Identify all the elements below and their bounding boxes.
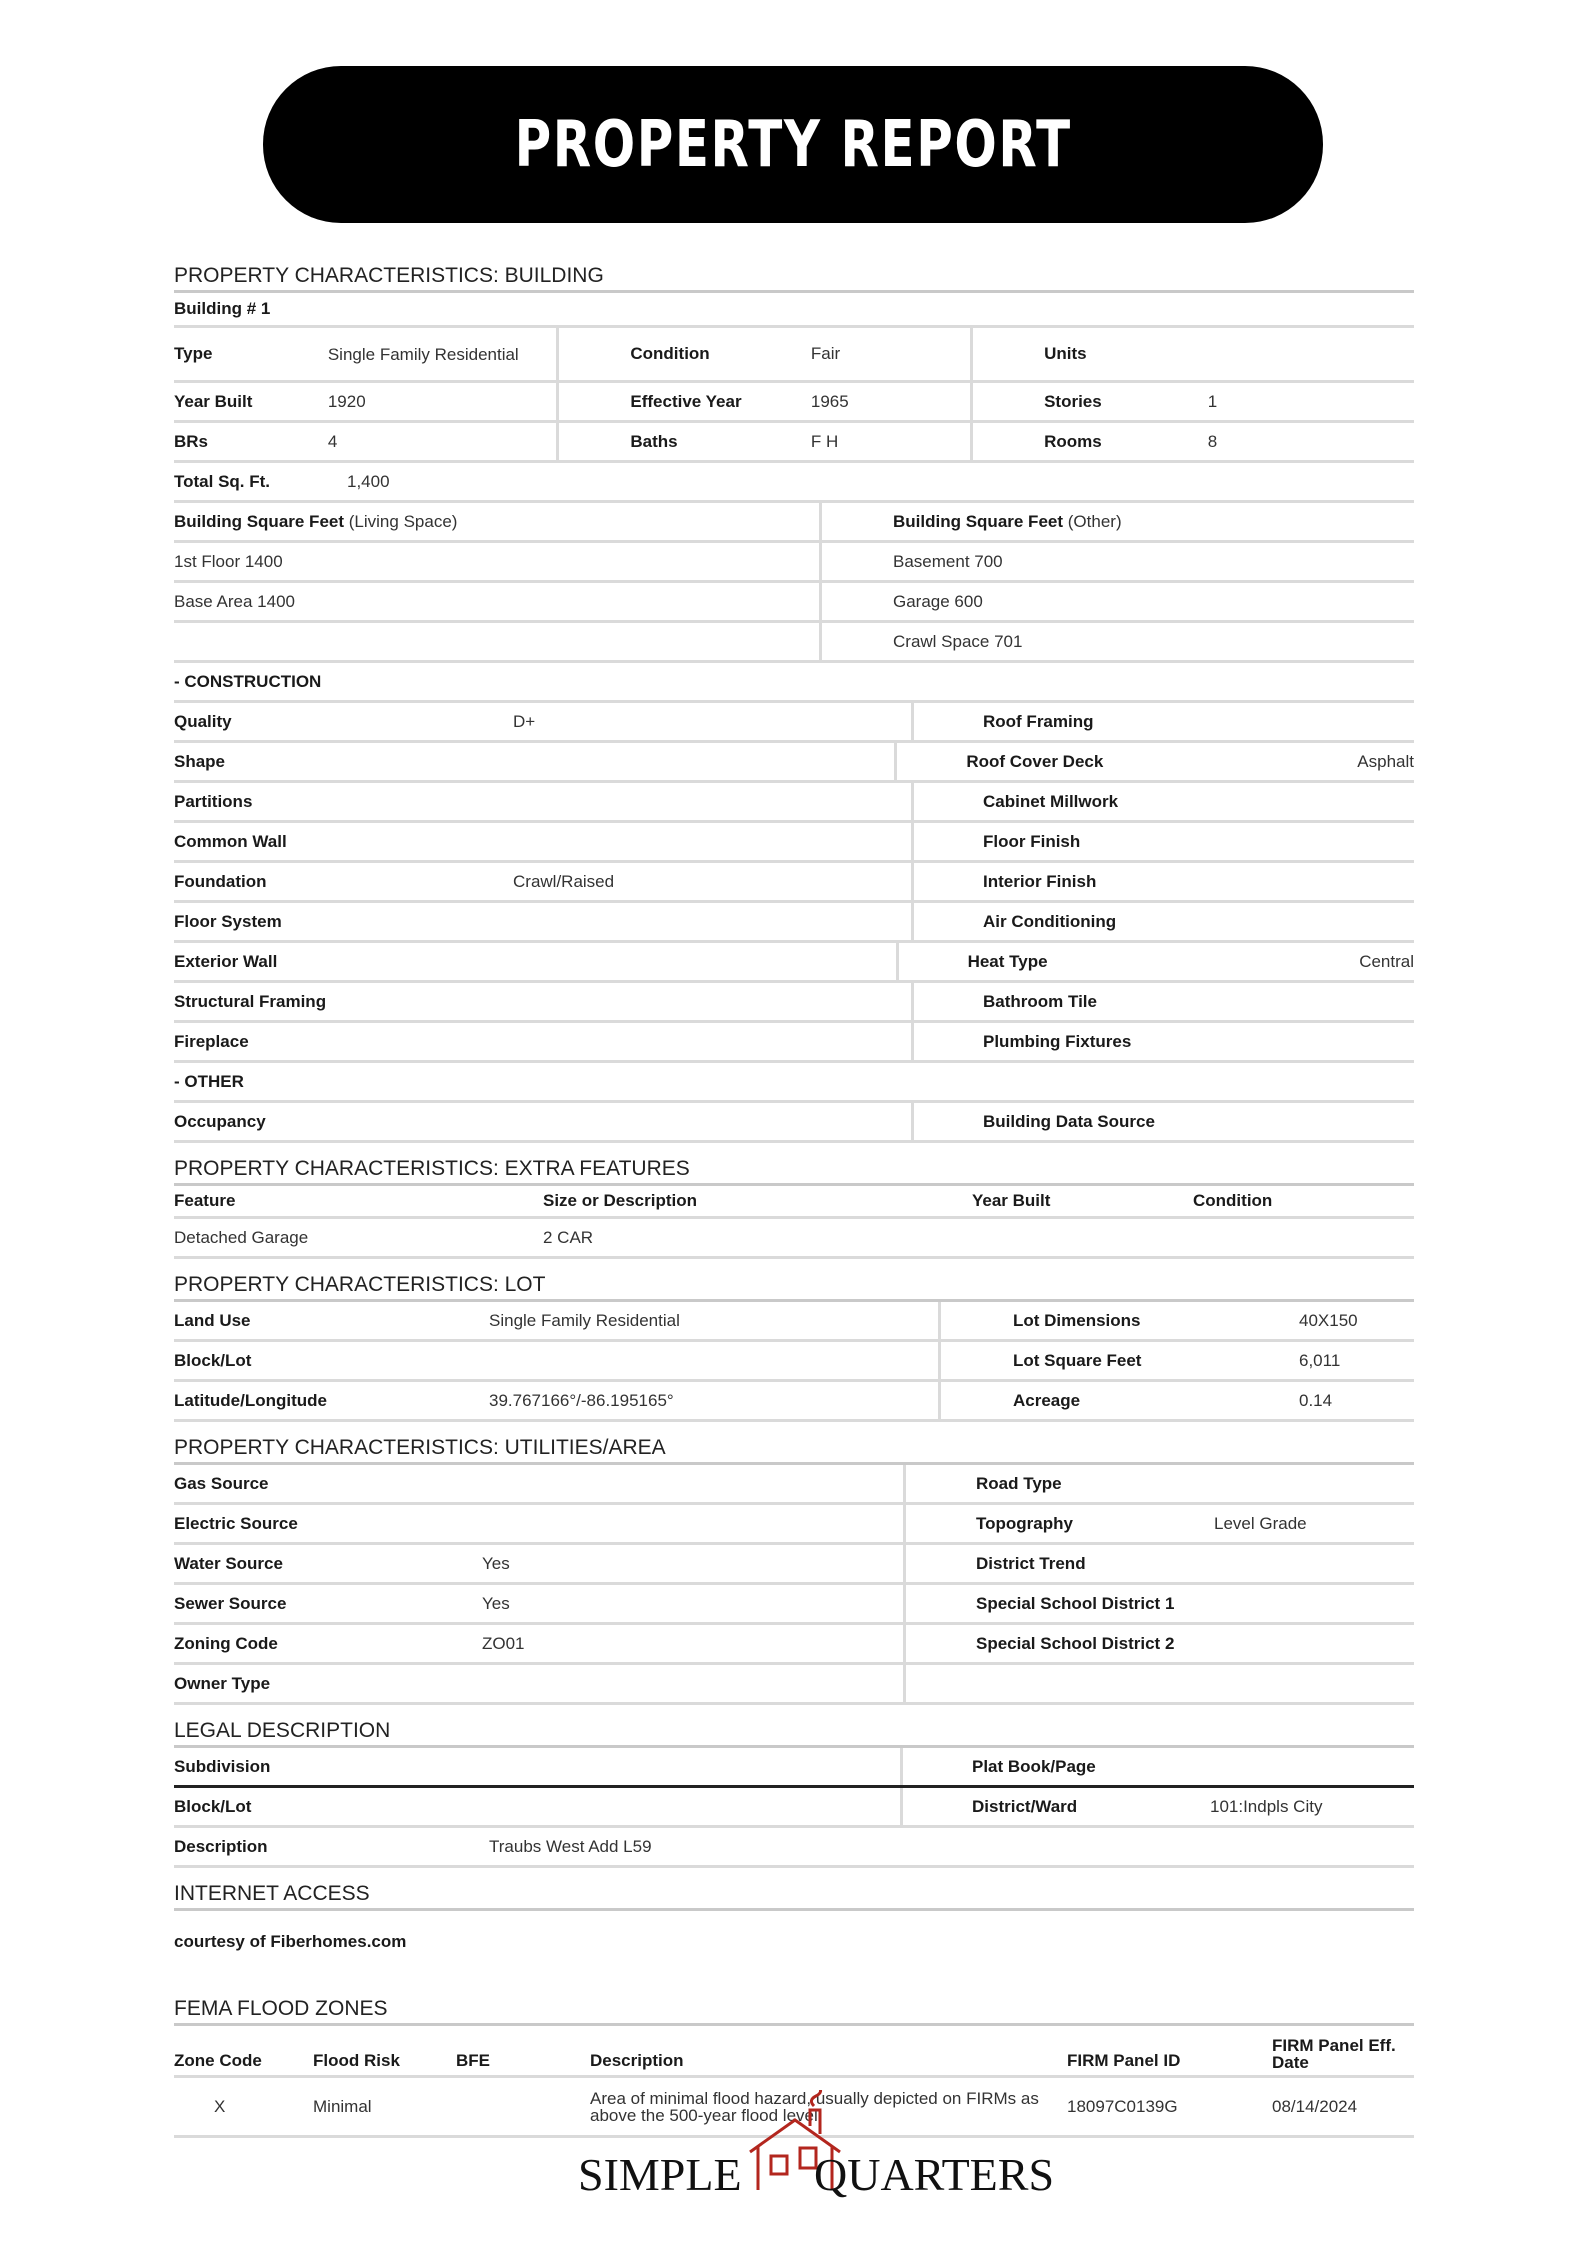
sqft-living-label: Building Square Feet [174, 511, 345, 531]
field-value: Asphalt [1357, 751, 1414, 771]
extra-features-cell [972, 1219, 1193, 1256]
sqft-living-item [174, 623, 822, 660]
construction-row [174, 863, 1414, 903]
field-label: Bathroom Tile [983, 991, 1097, 1011]
field-label: Fireplace [174, 1031, 249, 1051]
field-label: District/Ward [972, 1796, 1078, 1816]
flood-column-header: Description [590, 2051, 684, 2070]
field-label: Topography [976, 1513, 1073, 1533]
field-label: Foundation [174, 871, 267, 891]
lot-section-title: PROPERTY CHARACTERISTICS: LOT [174, 1271, 1414, 1302]
field-value: Single Family Residential [489, 1302, 941, 1339]
utilities-section-title: PROPERTY CHARACTERISTICS: UTILITIES/AREA [174, 1434, 1414, 1465]
lot-row [174, 1382, 1414, 1422]
field-value: D+ [513, 703, 914, 740]
construction-row [174, 823, 1414, 863]
field-label: Heat Type [967, 951, 1048, 971]
legal-row [174, 1788, 1414, 1828]
flood-header-row [174, 2026, 1414, 2078]
field-value [482, 1465, 906, 1502]
field-value: Level Grade [1214, 1513, 1307, 1533]
field-label: Floor System [174, 911, 282, 931]
construction-row [174, 703, 1414, 743]
building-table [174, 328, 1414, 463]
utilities-row [174, 1665, 1414, 1705]
internet-provider-text: courtesy of Fiberhomes.com [174, 1932, 407, 1951]
field-value [482, 1748, 903, 1785]
lot-table [174, 1302, 1414, 1422]
field-label: Shape [174, 751, 226, 771]
field-value: Yes [482, 1545, 906, 1582]
field-value [506, 943, 899, 980]
building-field-value: F H [811, 423, 973, 460]
flood-column-header: Zone Code [174, 2051, 262, 2070]
extra-features-table [174, 1186, 1414, 1259]
title-banner [263, 66, 1323, 223]
legal-row [174, 1748, 1414, 1788]
field-label: Subdivision [174, 1756, 271, 1776]
field-value [513, 1103, 914, 1140]
flood-column-header: BFE [456, 2051, 490, 2070]
flood-cell: 08/14/2024 [1272, 2096, 1358, 2116]
field-label: Sewer Source [174, 1593, 287, 1613]
legal-description-value: Traubs West Add L59 [489, 1836, 652, 1856]
construction-heading-row [174, 663, 1414, 703]
construction-table [174, 703, 1414, 1063]
legal-table [174, 1748, 1414, 1828]
field-value [482, 1665, 906, 1702]
sqft-other-item: Crawl Space 701 [893, 631, 1023, 651]
field-label: Plumbing Fixtures [983, 1031, 1132, 1051]
simple-quarters-logo [578, 2090, 1058, 2200]
field-label: Electric Source [174, 1513, 298, 1533]
sqft-row [174, 543, 1414, 583]
building-field-value: 8 [1207, 431, 1218, 451]
field-label: Road Type [976, 1473, 1062, 1493]
sqft-living-header [174, 503, 822, 540]
field-value [513, 783, 914, 820]
field-value [513, 903, 914, 940]
field-label: Lot Square Feet [1013, 1350, 1142, 1370]
sqft-row [174, 623, 1414, 663]
building-row [174, 328, 1414, 383]
sqft-other-item: Garage 600 [893, 591, 983, 611]
field-label: Lot Dimensions [1013, 1310, 1141, 1330]
extra-features-column-header: Year Built [972, 1191, 1051, 1210]
field-label: Quality [174, 711, 232, 731]
field-value: 39.767166°/-86.195165° [489, 1382, 941, 1419]
field-label: Water Source [174, 1553, 283, 1573]
field-value: Yes [482, 1585, 906, 1622]
building-row [174, 423, 1414, 463]
sqft-other-qualifier: (Other) [1067, 511, 1122, 531]
field-value [505, 743, 897, 780]
flood-section-title: FEMA FLOOD ZONES [174, 1995, 1414, 2026]
building-field-label: Effective Year [630, 391, 742, 411]
field-label: Land Use [174, 1310, 251, 1330]
other-table [174, 1103, 1414, 1143]
sqft-other-label: Building Square Feet [893, 511, 1064, 531]
report-content [174, 262, 1414, 2138]
construction-row [174, 903, 1414, 943]
field-label: Acreage [1013, 1390, 1081, 1410]
field-label: Owner Type [174, 1673, 271, 1693]
extra-features-header-row [174, 1186, 1414, 1219]
sqft-other-item: Basement 700 [893, 551, 1003, 571]
building-number: Building # 1 [174, 299, 271, 318]
total-sqft-row [174, 463, 1414, 503]
field-label: Building Data Source [983, 1111, 1155, 1131]
extra-features-column-header: Condition [1193, 1191, 1273, 1210]
construction-row [174, 1023, 1414, 1063]
other-heading: - OTHER [174, 1071, 244, 1091]
sqft-living-item: Base Area 1400 [174, 583, 822, 620]
lot-row [174, 1342, 1414, 1382]
field-label: Exterior Wall [174, 951, 278, 971]
flood-cell: Area of minimal flood hazard, usually depicted on FIRMs as above the 500-year flood level. [590, 2088, 1039, 2125]
field-label: Floor Finish [983, 831, 1081, 851]
building-field-value [1208, 328, 1414, 380]
sqft-living-qualifier: (Living Space) [348, 511, 458, 531]
building-field-value: 1920 [328, 383, 560, 420]
sqft-row [174, 583, 1414, 623]
building-field-value: 1 [1207, 391, 1218, 411]
field-value [513, 823, 914, 860]
utilities-table [174, 1465, 1414, 1705]
flood-column-header: FIRM Panel ID [1067, 2051, 1181, 2070]
logo-text-left: SIMPLE [578, 2149, 742, 2200]
field-label [906, 1665, 1214, 1702]
field-label: Roof Cover Deck [966, 751, 1104, 771]
house-icon [578, 2090, 1058, 2200]
legal-description-label: Description [174, 1836, 268, 1856]
building-field-label: Type [174, 344, 213, 363]
building-row [174, 383, 1414, 423]
field-label: Plat Book/Page [972, 1756, 1096, 1776]
building-field-label: Rooms [1044, 431, 1102, 451]
building-section-title: PROPERTY CHARACTERISTICS: BUILDING [174, 262, 1414, 293]
utilities-row [174, 1545, 1414, 1585]
field-value: 6,011 [1299, 1350, 1341, 1370]
field-label: Structural Framing [174, 991, 327, 1011]
flood-cell: X [214, 2096, 226, 2116]
field-label: Special School District 1 [976, 1593, 1175, 1613]
building-field-label: BRs [174, 431, 209, 451]
legal-section-title: LEGAL DESCRIPTION [174, 1717, 1414, 1748]
field-label: Block/Lot [174, 1350, 252, 1370]
lot-row [174, 1302, 1414, 1342]
field-value [513, 1023, 914, 1060]
sqft-living-item: 1st Floor 1400 [174, 543, 822, 580]
construction-row [174, 943, 1414, 983]
building-field-label: Year Built [174, 391, 253, 411]
field-label: Special School District 2 [976, 1633, 1175, 1653]
field-value: 0.14 [1299, 1390, 1333, 1410]
internet-section-title: INTERNET ACCESS [174, 1880, 1414, 1911]
construction-row [174, 783, 1414, 823]
field-label: Interior Finish [983, 871, 1097, 891]
extra-features-section-title: PROPERTY CHARACTERISTICS: EXTRA FEATURES [174, 1155, 1414, 1186]
utilities-row [174, 1625, 1414, 1665]
extra-features-row [174, 1219, 1414, 1259]
extra-features-column-header: Feature [174, 1191, 236, 1210]
building-field-value: Single Family Residential [328, 328, 560, 380]
sqft-header-row [174, 503, 1414, 543]
extra-features-cell: Detached Garage [174, 1227, 309, 1247]
utilities-row [174, 1465, 1414, 1505]
building-field-label: Condition [630, 344, 710, 363]
other-row [174, 1103, 1414, 1143]
building-number-row [174, 293, 1414, 328]
building-field-value: 1965 [811, 383, 973, 420]
internet-row [174, 1911, 1414, 1973]
field-label: Roof Framing [983, 711, 1094, 731]
field-value [513, 983, 914, 1020]
building-field-label: Baths [630, 431, 678, 451]
building-field-label: Stories [1044, 391, 1102, 411]
construction-heading: - CONSTRUCTION [174, 671, 322, 691]
utilities-row [174, 1585, 1414, 1625]
flood-column-header: Flood Risk [313, 2051, 400, 2070]
field-value: Central [1359, 951, 1415, 971]
extra-features-cell: 2 CAR [543, 1227, 594, 1247]
extra-features-cell [1193, 1219, 1413, 1256]
flood-column-header: FIRM Panel Eff. Date [1272, 2036, 1396, 2072]
field-label: Occupancy [174, 1111, 266, 1131]
total-sqft-value: 1,400 [347, 471, 390, 491]
field-label: Block/Lot [174, 1796, 252, 1816]
flood-cell: 18097C0139G [1067, 2096, 1178, 2116]
building-field-label: Units [1044, 344, 1087, 363]
field-value: 101:Indpls City [1210, 1796, 1323, 1816]
flood-cell: Minimal [313, 2096, 372, 2116]
field-label: Cabinet Millwork [983, 791, 1119, 811]
extra-features-column-header: Size or Description [543, 1191, 697, 1210]
building-field-value: 4 [328, 423, 560, 460]
field-label: Zoning Code [174, 1633, 278, 1653]
other-heading-row [174, 1063, 1414, 1103]
field-value: Crawl/Raised [513, 863, 914, 900]
field-label: District Trend [976, 1553, 1086, 1573]
logo-text-right: QUARTERS [814, 2149, 1055, 2200]
total-sqft-label: Total Sq. Ft. [174, 471, 271, 491]
sqft-other-header [822, 503, 1122, 540]
construction-row [174, 983, 1414, 1023]
field-label: Partitions [174, 791, 253, 811]
building-field-value: Fair [811, 328, 973, 380]
field-label: Gas Source [174, 1473, 269, 1493]
field-value: ZO01 [482, 1625, 906, 1662]
legal-description-row [174, 1828, 1414, 1868]
field-value [482, 1788, 903, 1825]
field-label: Common Wall [174, 831, 287, 851]
construction-row [174, 743, 1414, 783]
page-title: PROPERTY REPORT [514, 107, 1072, 182]
field-label: Latitude/Longitude [174, 1390, 327, 1410]
field-label: Air Conditioning [983, 911, 1117, 931]
field-value [482, 1505, 906, 1542]
sqft-table [174, 543, 1414, 663]
utilities-row [174, 1505, 1414, 1545]
field-value: 40X150 [1299, 1310, 1358, 1330]
field-value [489, 1342, 941, 1379]
